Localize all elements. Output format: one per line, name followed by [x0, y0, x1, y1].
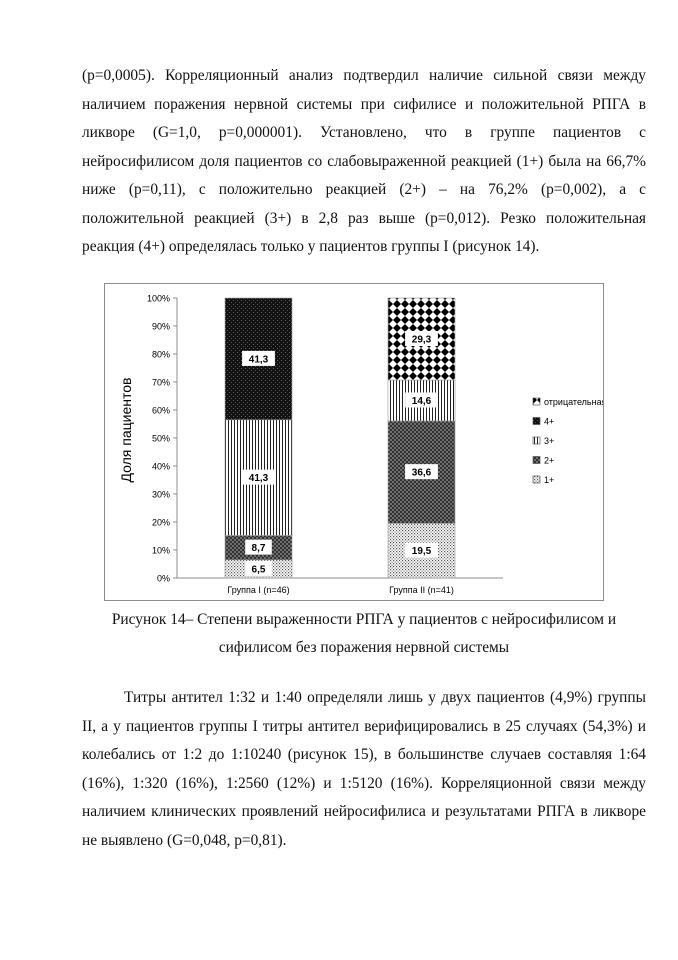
legend: [533, 397, 603, 485]
data-label: 14,6: [411, 395, 432, 407]
y-tick-label: 30%: [151, 489, 170, 500]
y-tick-label: 50%: [151, 433, 170, 444]
y-tick-label: 10%: [151, 545, 170, 556]
stacked-bar-chart: [105, 284, 603, 600]
data-label: 36,6: [411, 467, 432, 479]
legend-swatch: [533, 476, 540, 483]
x-axis-labels: [227, 585, 454, 595]
y-tick-label: 100%: [146, 293, 170, 304]
y-tick-label: 80%: [151, 349, 170, 360]
y-tick-label: 90%: [151, 321, 170, 332]
data-label: 19,5: [411, 546, 432, 558]
data-label: 6,5: [251, 564, 266, 576]
data-label: 41,3: [248, 354, 269, 366]
legend-swatch: [533, 418, 540, 425]
legend-label: отрицательная: [544, 397, 603, 407]
paragraph-top: (p=0,0005). Корреляционный анализ подтвердил наличие сильной связи между наличием поражения нервной системы при сифилисе и положительной РПГА в ликворе (G=1,0, p=0,000001). Установлено, что в группе пациентов с нейросифилисом доля пациентов со слабовыраженной реакцией (1+) была на 66,7% ниже (p=0,11), с положительно реакцией (2+) – на 76,2% (p=0,002), а с положительной реакцией (3+) в 2,8 раз выше (p=0,012). Резко положительная реакция (4+) определялась только у пациентов группы I (рисунок 14).: [82, 67, 646, 255]
y-tick-label: 0%: [156, 573, 170, 584]
legend-label: 3+: [544, 436, 555, 446]
y-tick-label: 60%: [151, 405, 170, 416]
x-tick-label: Группа II (n=41): [389, 585, 454, 595]
legend-label: 2+: [544, 455, 555, 466]
y-axis-title: Доля пациентов: [118, 377, 134, 483]
data-label: 8,7: [251, 543, 266, 555]
figure-14-chart: [104, 283, 604, 601]
data-label: 41,3: [248, 473, 269, 485]
paragraph-bottom: Титры антител 1:32 и 1:40 определяли лишь у двух пациентов (4,9%) группы II, а у пациентов группы I титры антител верифицировались в 25 случаях (54,3%) и колебались от 1:2 до 1:10240 (рисунок 15), в большинстве случаев составляя 1:64 (16%), 1:320 (16%), 1:2560 (12%) и 1:5120 (16%). Корреляционной связи между наличием клинических проявлений нейросифилиса и результатами РПГА в ликворе не выявлено (G=0,048, p=0,81).: [82, 689, 646, 849]
x-tick-label: Группа I (n=46): [227, 585, 290, 595]
y-tick-label: 70%: [151, 377, 170, 388]
y-tick-label: 40%: [151, 461, 170, 472]
data-label: 29,3: [411, 334, 432, 346]
legend-swatch: [533, 398, 540, 405]
y-tick-label: 20%: [151, 517, 170, 528]
legend-swatch: [533, 457, 540, 464]
legend-label: 4+: [544, 416, 555, 427]
legend-swatch: [533, 437, 540, 444]
legend-label: 1+: [544, 475, 555, 485]
figure-caption: Рисунок 14– Степени выраженности РПГА у пациентов с нейросифилисом и сифилисом без поражения нервной системы: [111, 611, 617, 656]
